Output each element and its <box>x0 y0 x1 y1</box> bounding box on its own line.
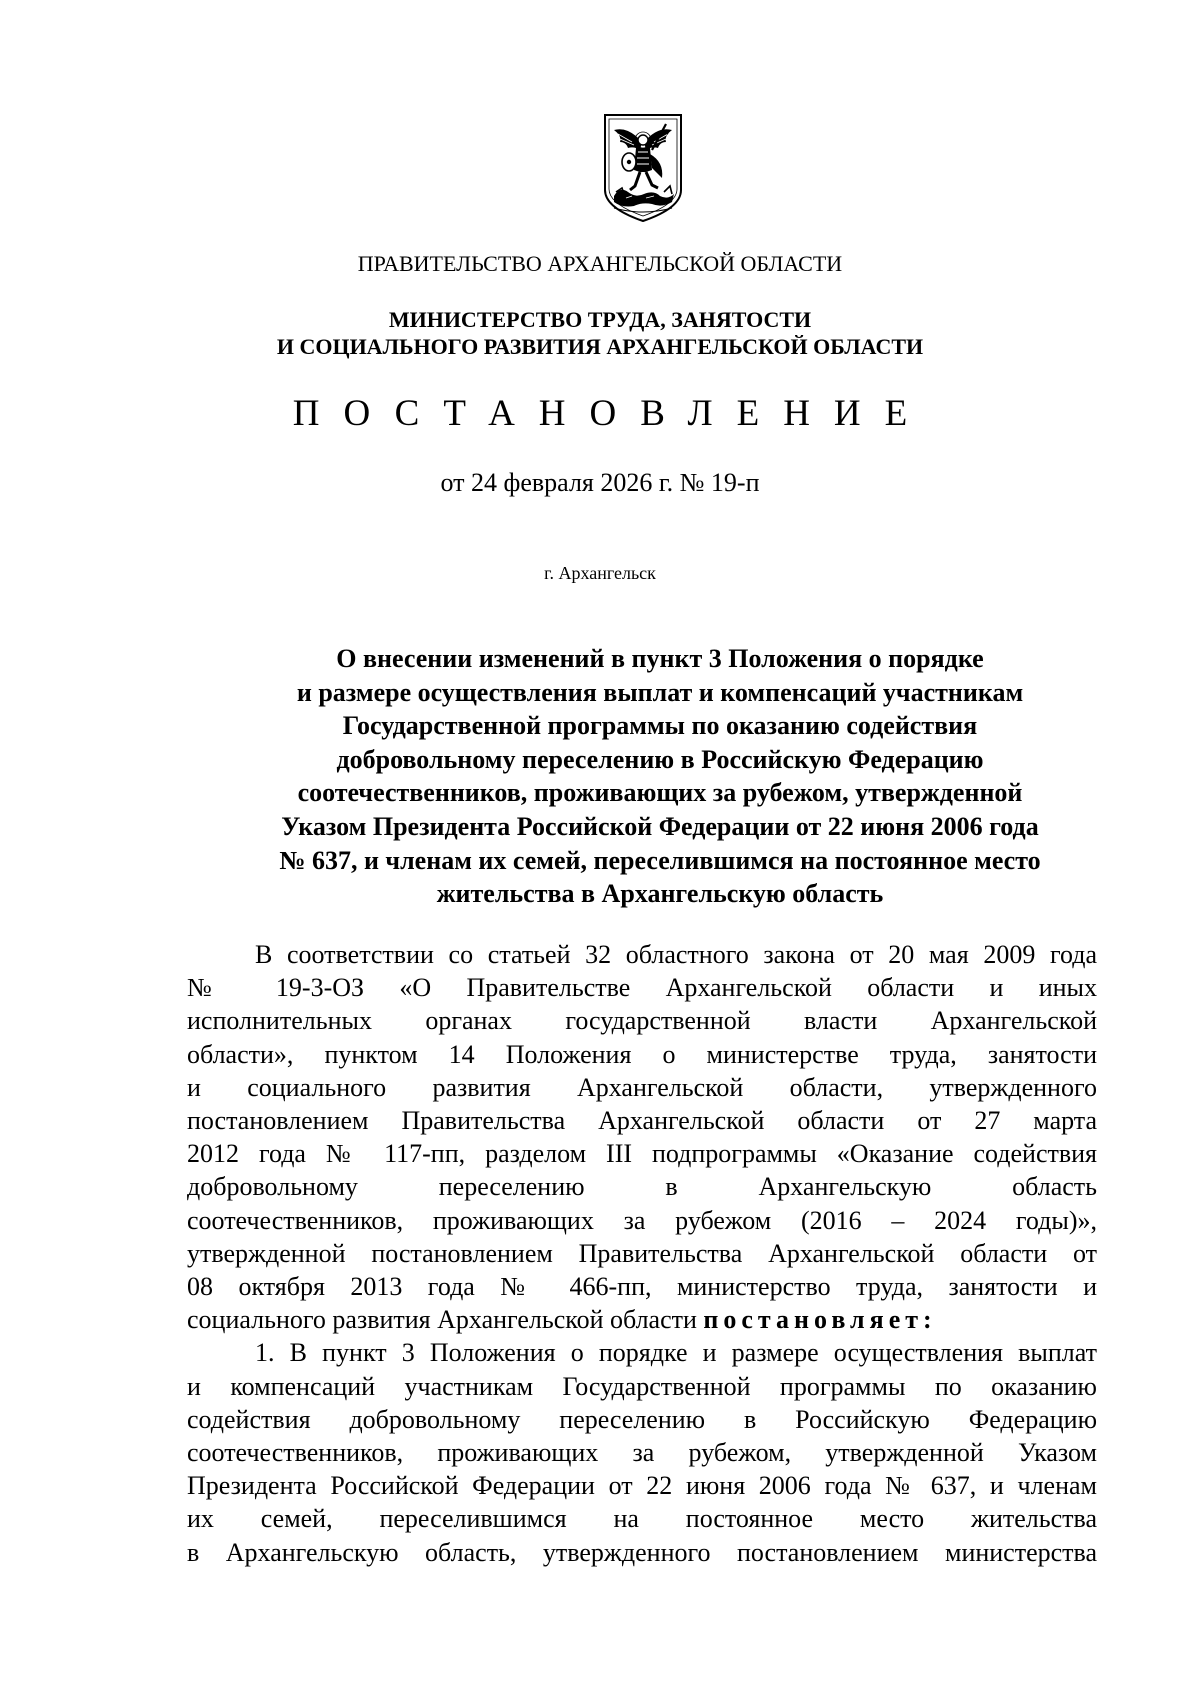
preamble-line: № 19-3-ОЗ «О Правительстве Архангельской области и иных <box>187 973 1097 1003</box>
item-1-line: соотечественников, проживающих за рубежом, утвержденной Указом <box>187 1438 1097 1468</box>
title-line: соотечественников, проживающих за рубежом, утвержденной <box>297 778 1023 808</box>
title-line: и размере осуществления выплат и компенсаций участникам <box>296 677 1024 707</box>
document-body <box>187 938 1097 1569</box>
preamble-line: исполнительных органах государственной власти Архангельской <box>187 1006 1097 1036</box>
title-line: Указом Президента Российской Федерации от 22 июня 2006 года <box>281 811 1039 841</box>
preamble-line: области», пунктом 14 Положения о министерстве труда, занятости <box>187 1039 1097 1069</box>
item-1-line: в Архангельскую область, утвержденного постановлением министерства <box>187 1537 1097 1567</box>
ministry-header <box>0 306 1200 360</box>
item-1-line: содействия добровольному переселению в Российскую Федерацию <box>187 1404 1097 1434</box>
preamble-line: постановлением Правительства Архангельской области от 27 марта <box>187 1106 1097 1136</box>
item-1-line: 1. В пункт 3 Положения о порядке и размере осуществления выплат <box>255 1338 1097 1368</box>
preamble-line: 2012 года № 117-пп, разделом III подпрограммы «Оказание содействия <box>187 1139 1097 1169</box>
item-1-line: Президента Российской Федерации от 22 июня 2006 года № 637, и членам <box>187 1471 1097 1501</box>
title-line: жительства в Архангельскую область <box>436 879 884 909</box>
title-line: Государственной программы по оказанию содействия <box>342 711 978 741</box>
title-line: № 637, и членам их семей, переселившимся на постоянное место <box>279 845 1041 875</box>
preamble-line: В соответствии со статьей 32 областного закона от 20 мая 2009 года <box>255 940 1097 969</box>
preamble-line-text: социального развития Архангельской области <box>187 1305 704 1335</box>
preamble-line: утвержденной постановлением Правительства Архангельской области от <box>187 1238 1097 1268</box>
document-type-heading: ПОСТАНОВЛЕНИЕ <box>292 393 932 434</box>
title-line: О внесении изменений в пункт 3 Положения о порядке <box>336 644 984 673</box>
government-header: ПРАВИТЕЛЬСТВО АРХАНГЕЛЬСКОЙ ОБЛАСТИ <box>357 251 843 276</box>
coat-of-arms-emblem <box>602 112 684 224</box>
item-1-line: и компенсаций участникам Государственной программы по оказанию <box>187 1371 1097 1401</box>
preamble-line: и социального развития Архангельской области, утвержденного <box>187 1072 1097 1102</box>
ministry-header-line: И СОЦИАЛЬНОГО РАЗВИТИЯ АРХАНГЕЛЬСКОЙ ОБЛАСТИ <box>276 334 924 359</box>
preamble-line: соотечественников, проживающих за рубежом (2016 – 2024 годы)», <box>187 1205 1097 1235</box>
document-date-number: от 24 февраля 2026 г. № 19-п <box>440 468 760 497</box>
document-city: г. Архангельск <box>544 563 656 583</box>
preamble-line: добровольному переселению в Архангельскую область <box>187 1172 1097 1202</box>
preamble-line: 08 октября 2013 года № 466-пп, министерство труда, занятости и <box>187 1272 1097 1302</box>
item-1-line: их семей, переселившимся на постоянное место жительства <box>187 1504 1097 1534</box>
document-title <box>245 642 1075 911</box>
preamble-final-line <box>187 1303 1097 1336</box>
ministry-header-line: МИНИСТЕРСТВО ТРУДА, ЗАНЯТОСТИ <box>388 307 812 332</box>
title-line: добровольному переселению в Российскую Федерацию <box>336 744 984 774</box>
decree-word: постановляет: <box>703 1305 937 1335</box>
